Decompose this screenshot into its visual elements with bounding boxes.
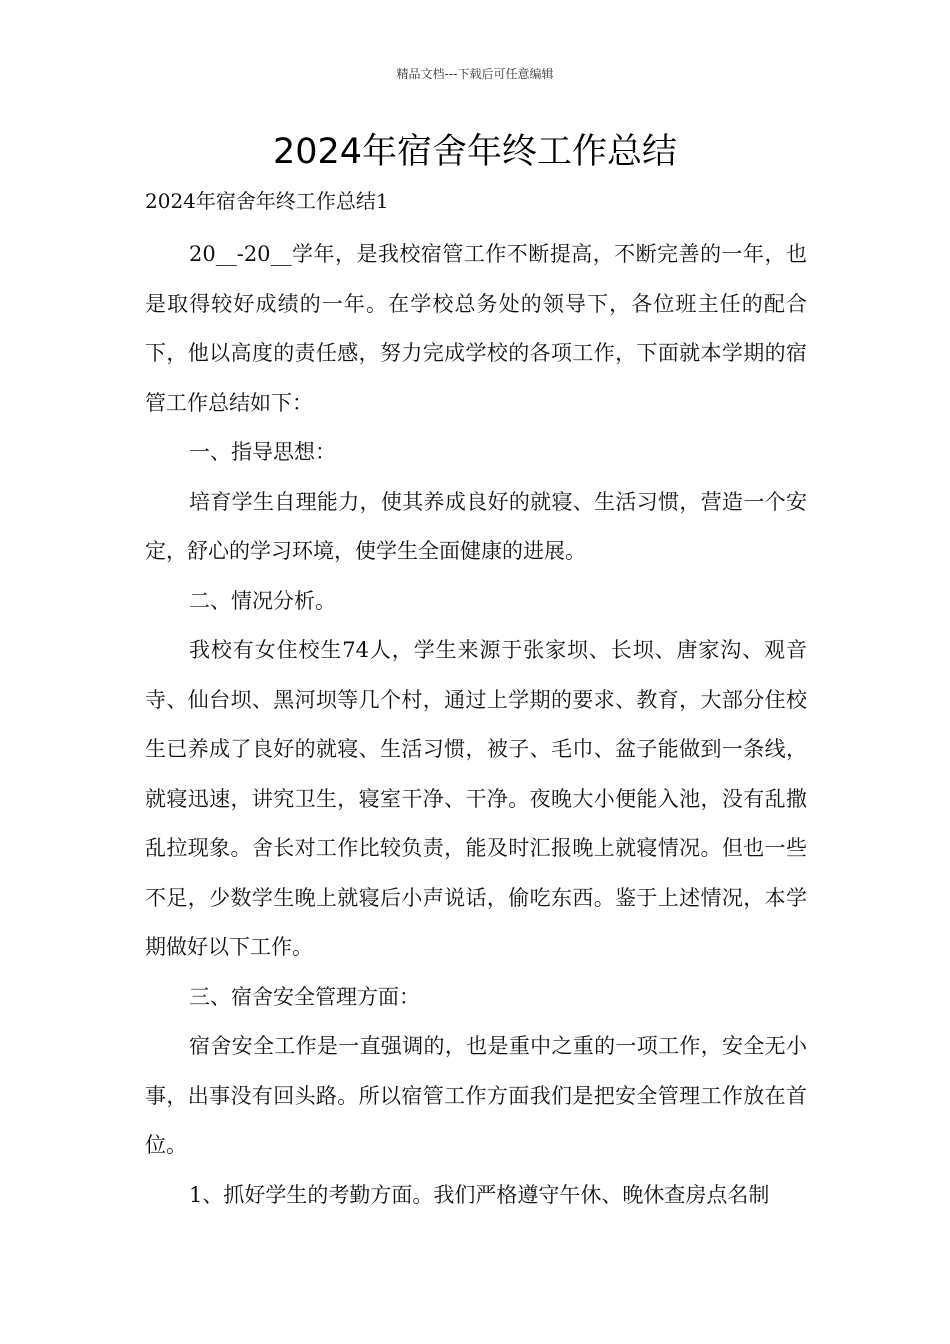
paragraph-dorm-safety: 宿舍安全工作是一直强调的，也是重中之重的一项工作，安全无小事，出事没有回头路。所以宿管工作方面我们是把安全管理工作放在首位。 bbox=[145, 1034, 807, 1157]
heading-dorm-safety: 三、宿舍安全管理方面： bbox=[189, 984, 420, 1009]
heading-situation-analysis: 二、情况分析。 bbox=[189, 588, 336, 613]
paragraph-intro: 20__-20__学年，是我校宿管工作不断提高，不断完善的一年，也是取得较好成绩的一年。在学校总务处的领导下，各位班主任的配合下，他以高度的责任感，努力完成学校的各项工作，下面就本学期的宿管工作总结如下： bbox=[145, 242, 807, 415]
paragraph-guiding-thought: 培育学生自理能力，使其养成良好的就寝、生活习惯，营造一个安定，舒心的学习环境，使学生全面健康的进展。 bbox=[145, 489, 807, 563]
page-header: 精品文档---下载后可任意编辑 bbox=[396, 67, 554, 81]
paragraph-attendance: 1、抓好学生的考勤方面。我们严格遵守午休、晚休查房点名制 bbox=[189, 1182, 770, 1207]
paragraph-situation-analysis: 我校有女住校生74人，学生来源于张家坝、长坝、唐家沟、观音寺、仙台坝、黑河坝等几个村，通过上学期的要求、教育，大部分住校生已养成了良好的就寝、生活习惯，被子、毛巾、盆子能做到一条线，就寝迅速，讲究卫生，寝室干净、干净。夜晚大小便能入池，没有乱撒乱拉现象。舍长对工作比较负责，能及时汇报晚上就寝情况。但也一些不足，少数学生晚上就寝后小声说话，偷吃东西。鉴于上述情况，本学期做好以下工作。 bbox=[145, 638, 807, 959]
document-body bbox=[145, 230, 807, 1220]
document-subtitle: 2024年宿舍年终工作总结1 bbox=[145, 189, 389, 213]
heading-guiding-thought: 一、指导思想： bbox=[189, 440, 336, 464]
document-title: 2024年宿舍年终工作总结 bbox=[272, 132, 678, 172]
